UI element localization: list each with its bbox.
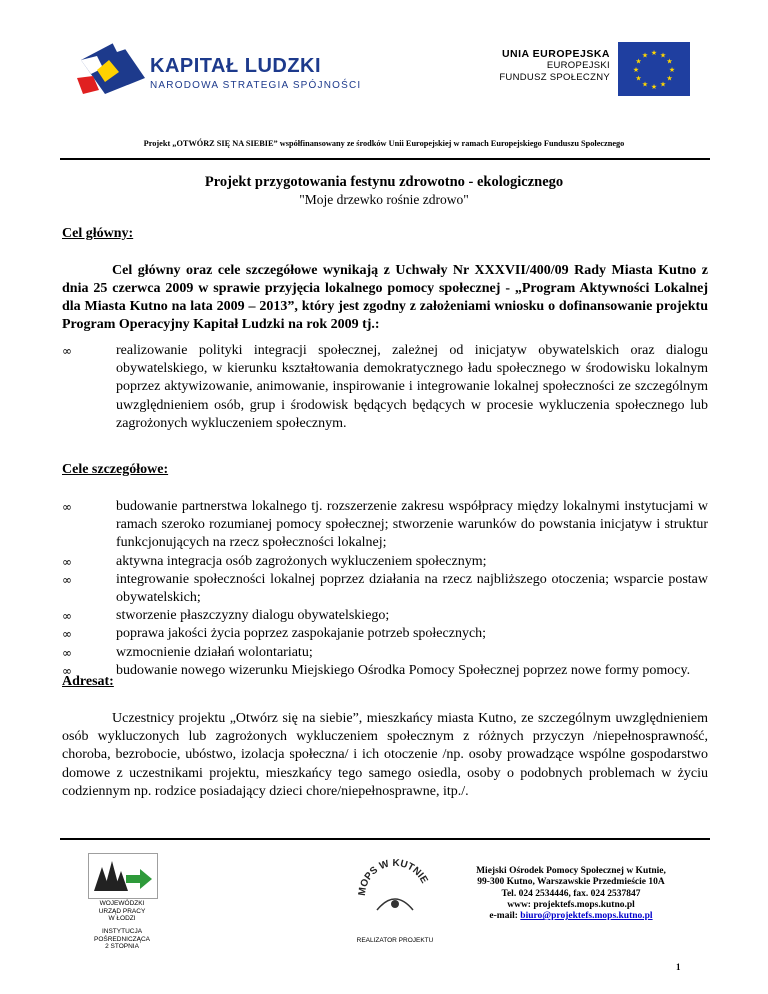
svg-text:★: ★	[650, 49, 658, 57]
infinity-bullet-icon: ∞	[62, 500, 72, 514]
infinity-bullet-icon: ∞	[62, 645, 72, 660]
list-item-text: wzmocnienie działań wolontariatu;	[116, 644, 313, 660]
svg-text:★: ★	[668, 66, 676, 74]
contact-line5	[446, 911, 696, 922]
eu-label-line3: FUNDUSZ SPOŁECZNY	[499, 72, 610, 83]
eu-flag-icon	[618, 42, 690, 96]
list-item-text: budowanie partnerstwa lokalnego tj. rozszerzenie zakresu współpracy między lokalnymi instytucjami w ramach szeroko rozumianej pomocy społecznej; stworzenie warunków do powstania inicjatyw i struktur funkcjonujących na rzecz społeczności lokalnej;	[116, 499, 708, 551]
list-item-text: realizowanie polityki integracji społecznej, zależnej od inicjatyw obywatelskich oraz dialogu obywatelskiego, w kierunku kształtowania demokratycznego ładu społecznego w środowisku lokalnym poprzez aktywizowanie, animowanie, inspirowanie i integrowanie lokalnej społeczności ze szczególnym uwzględnieniem osób, grup i środowisk będących będących w procesie wykluczenia społecznego lub zagrożonych wykluczeniem społecznym.	[116, 343, 708, 431]
contact-block	[446, 866, 696, 922]
list-item-text: aktywna integracja osób zagrożonych wykluczeniem społecznym;	[116, 553, 487, 569]
woj-line1: WOJEWÓDZKI	[99, 900, 145, 907]
list-item	[62, 498, 708, 553]
list-item-text: integrowanie społeczności lokalnej poprzez działania na rzecz najbliższego otoczenia; wsparcie postaw obywatelskich;	[116, 571, 708, 606]
page-number: 1	[676, 962, 681, 972]
eu-fund-label	[470, 48, 610, 84]
svg-text:★: ★	[632, 66, 640, 74]
cele-szczegolowe-heading: Cele szczegółowe:	[62, 462, 169, 477]
cel-glowny-intro: Cel główny oraz cele szczegółowe wynikają z Uchwały Nr XXXVII/400/09 Rady Miasta Kutno z dnia 25 czerwca 2009 w sprawie przyjęcia lokalnego pomocy społecznej - „Program Aktywności Lokalnej dla Miasta Kutno na lata 2009 – 2013”, który jest zgodny z założeniami wniosku o dofinansowanie projektu Program Operacyjny Kapitał Ludzki na rok 2009 tj.:	[62, 263, 708, 332]
woj-line5: POŚREDNICZĄCA	[94, 935, 150, 943]
contact-line4: www: projektefs.mops.kutno.pl	[507, 899, 635, 910]
infinity-bullet-icon: ∞	[62, 609, 72, 624]
svg-text:★: ★	[666, 57, 673, 66]
svg-text:★: ★	[659, 80, 667, 89]
woj-line3: W ŁODZI	[108, 915, 136, 922]
list-item	[62, 342, 708, 433]
kapital-ludzki-logo-icon	[75, 30, 153, 98]
woj-role-label	[80, 928, 164, 951]
header-divider	[60, 158, 710, 160]
eu-label-line2: EUROPEJSKI	[546, 60, 610, 71]
adresat-text: Uczestnicy projektu „Otwórz się na siebie”, mieszkańcy miasta Kutno, ze szczególnym uwzględnieniem osób wykluczonych lub zagrożonych wykluczeniem społecznym z różnych przyczyn /niepełnosprawność, choroba, bezrobocie, ubóstwo, izolacja społeczna/ i ich otoczenie /np. osoby prowadzące wspólne gospodarstwo domowe z uczestnikami projektu, mieszkańcy tego samego osiedla, osoby o podobnych problemach w życiu codziennym np. rodzice posiadający dzieci chore/niepełnosprawne, itp./.	[62, 711, 708, 799]
kapital-ludzki-subtitle: NARODOWA STRATEGIA SPÓJNOŚCI	[150, 80, 362, 91]
adresat-heading: Adresat:	[62, 674, 114, 689]
svg-text:★: ★	[666, 74, 673, 83]
kapital-ludzki-title: KAPITAŁ LUDZKI	[150, 55, 322, 77]
woj-line4: INSTYTUCJA	[101, 928, 143, 935]
list-item	[62, 553, 708, 571]
list-item-text: poprawa jakości życia poprzez zaspokajanie potrzeb społecznych;	[116, 626, 487, 642]
mops-caption: REALIZATOR PROJEKTU	[356, 937, 434, 944]
email-label: e-mail:	[489, 911, 521, 922]
infinity-bullet-icon: ∞	[62, 344, 72, 358]
email-link[interactable]: biuro@projektefs.mops.kutno.pl	[520, 911, 653, 922]
list-item	[62, 644, 708, 662]
cel-glowny-list	[62, 342, 708, 433]
document-subtitle: "Moje drzewko rośnie zdrowo"	[299, 192, 469, 207]
document-title: Projekt przygotowania festynu zdrowotno - ekologicznego	[204, 174, 564, 190]
eu-label-line1: UNIA EUROPEJSKA	[501, 48, 610, 60]
list-item	[62, 625, 708, 643]
infinity-bullet-icon: ∞	[62, 627, 72, 642]
svg-text:★: ★	[659, 51, 667, 60]
woj-line2: URZĄD PRACY	[98, 907, 146, 915]
woj-label	[80, 900, 164, 923]
cel-glowny-heading: Cel główny:	[62, 226, 134, 241]
contact-line3: Tel. 024 2534446, fax. 024 2537847	[501, 888, 641, 899]
cele-szczegolowe-list	[62, 498, 708, 680]
contact-line2: 99-300 Kutno, Warszawskie Przedmieście 10A	[477, 877, 665, 888]
mops-logo-text: MOPS W KUTNIE	[356, 857, 430, 897]
svg-text:★: ★	[635, 74, 642, 83]
contact-line1: Miejski Ośrodek Pomocy Społecznej w Kutnie,	[476, 866, 666, 876]
wojewodzki-urzad-pracy-logo-icon	[88, 853, 158, 899]
woj-line6: 2 STOPNIA	[105, 943, 139, 950]
svg-text:★: ★	[635, 57, 642, 66]
project-cofinancing-line: Projekt „OTWÓRZ SIĘ NA SIEBIE” współfinansowany ze środków Unii Europejskiej w ramach Europejskiego Funduszu Społecznego	[143, 139, 625, 148]
list-item-text: stworzenie płaszczyzny dialogu obywatelskiego;	[116, 608, 390, 624]
svg-text:★: ★	[641, 51, 649, 60]
list-item	[62, 662, 708, 680]
svg-text:★: ★	[650, 83, 658, 91]
infinity-bullet-icon: ∞	[62, 663, 72, 678]
list-item	[62, 607, 708, 625]
svg-text:MOPS W KUTNIE	[357, 858, 430, 897]
infinity-bullet-icon: ∞	[62, 554, 72, 569]
infinity-bullet-icon: ∞	[62, 572, 72, 587]
svg-text:★: ★	[641, 80, 649, 89]
list-item-text: budowanie nowego wizerunku Miejskiego Ośrodka Pomocy Społecznej poprzez nowe formy pomocy.	[116, 662, 691, 678]
mops-logo-icon	[355, 848, 435, 923]
list-item	[62, 571, 708, 607]
footer-divider	[60, 838, 710, 840]
